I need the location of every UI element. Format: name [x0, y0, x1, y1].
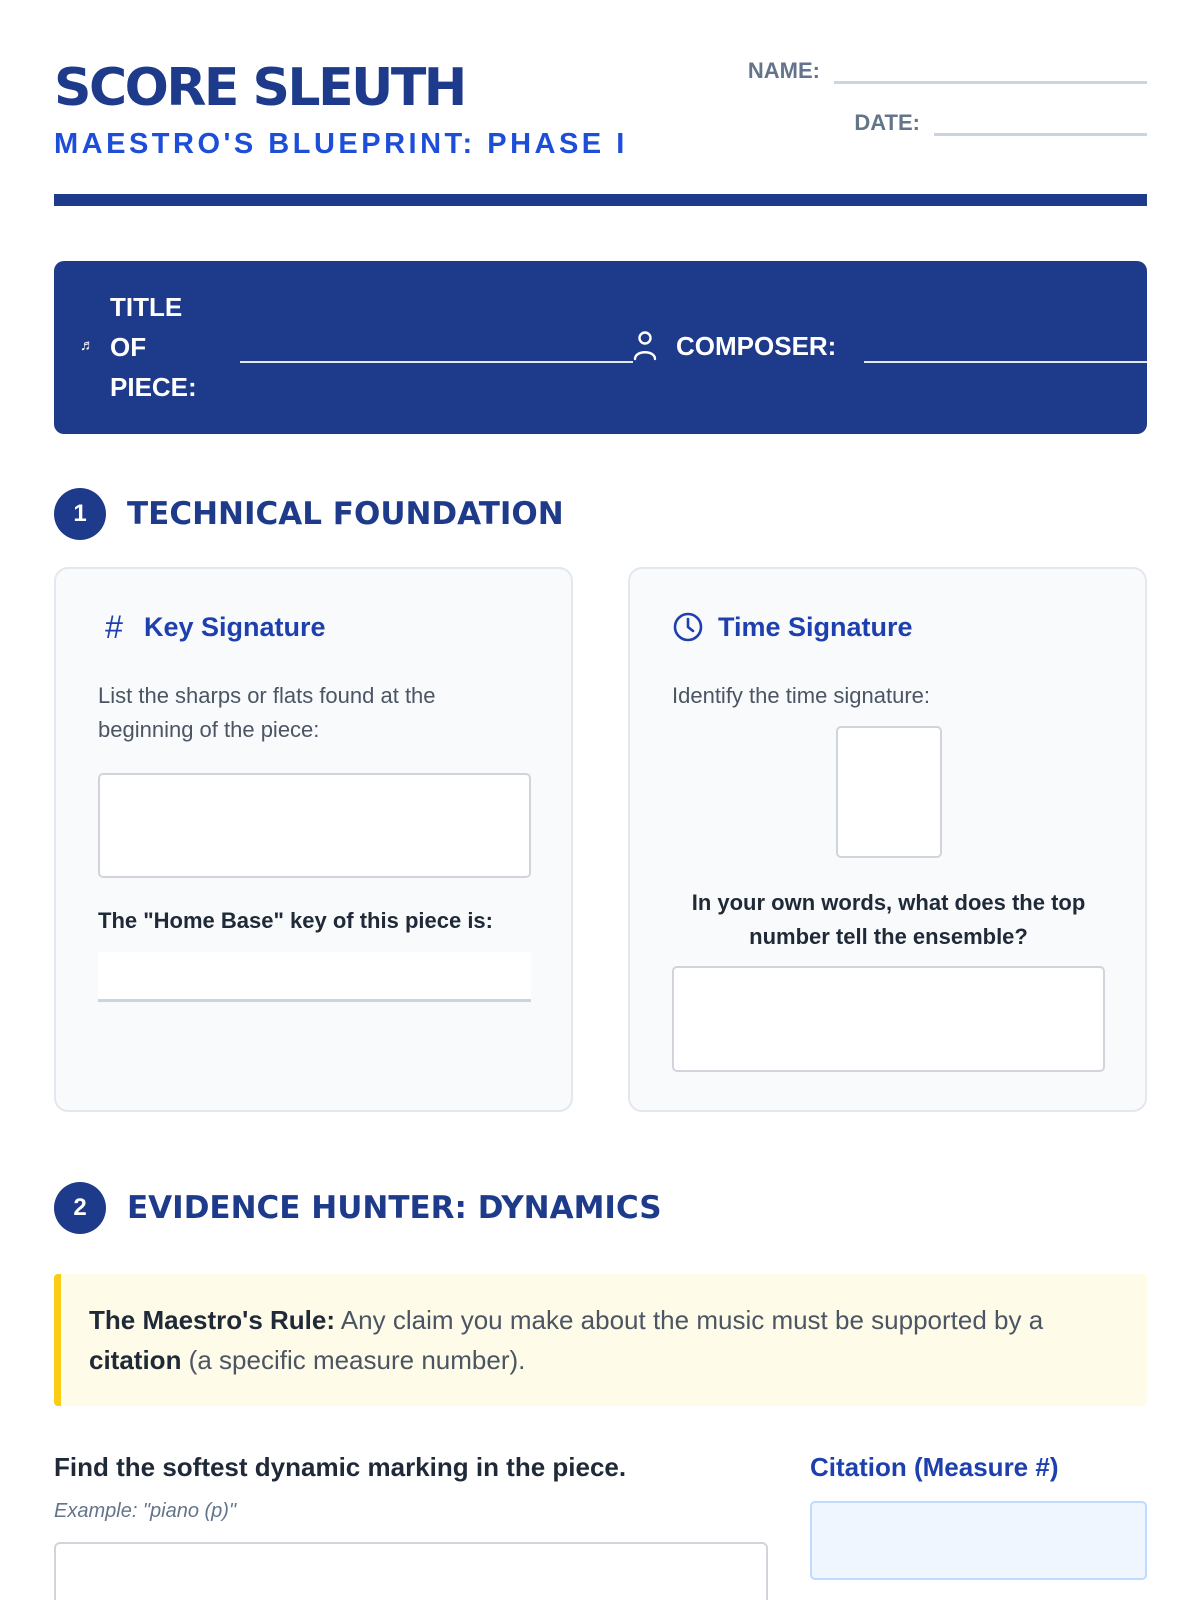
name-row	[748, 58, 1147, 84]
time-signature-card	[628, 567, 1147, 1112]
maestro-rule-lead: The Maestro's Rule:	[89, 1305, 336, 1335]
softest-dynamic-input[interactable]	[54, 1542, 768, 1600]
softest-dynamic-question: Find the softest dynamic marking in the piece.	[54, 1452, 627, 1482]
key-signature-title: Key Signature	[144, 611, 326, 642]
section-2-title: EVIDENCE HUNTER: DYNAMICS	[127, 1190, 662, 1226]
citation-label: Citation (Measure #)	[810, 1452, 1059, 1482]
softest-dynamic-example: Example: "piano (p)"	[54, 1500, 237, 1522]
section-1-title: TECHNICAL FOUNDATION	[127, 496, 564, 532]
citation-input[interactable]	[810, 1501, 1147, 1580]
date-label: DATE:	[854, 110, 920, 135]
maestro-rule-text	[89, 1300, 1129, 1380]
key-signature-card	[54, 567, 573, 1112]
music-note-icon: ♬	[80, 337, 95, 354]
time-signature-title: Time Signature	[718, 611, 913, 642]
section-1-badge: 1	[54, 488, 106, 540]
time-signature-heading	[672, 611, 913, 643]
clock-icon	[672, 611, 704, 643]
maestro-rule-body: Any claim you make about the music must be supported by a	[335, 1305, 1044, 1335]
composer-field[interactable]	[864, 361, 1147, 363]
time-signature-instruction: Identify the time signature:	[672, 683, 931, 708]
title-of-piece-field[interactable]	[240, 361, 633, 363]
section-2-header	[54, 1182, 662, 1234]
date-row	[854, 110, 1147, 136]
person-icon	[632, 329, 658, 363]
key-signature-instruction: List the sharps or flats found at the beginning of the piece:	[98, 683, 436, 742]
time-signature-input[interactable]	[836, 726, 942, 858]
home-base-input[interactable]	[98, 952, 531, 1002]
name-label: NAME:	[747, 58, 820, 83]
section-2-badge: 2	[54, 1182, 106, 1234]
sharps-flats-input[interactable]	[98, 773, 531, 878]
worksheet-subtitle: MAESTRO'S BLUEPRINT: PHASE I	[54, 128, 628, 160]
home-base-prompt: The "Home Base" key of this piece is:	[98, 908, 493, 933]
section-1-header	[54, 488, 564, 540]
top-number-prompt: In your own words, what does the top number tell the ensemble?	[691, 890, 1086, 949]
name-field[interactable]	[834, 58, 1147, 84]
worksheet-title: SCORE SLEUTH	[54, 58, 465, 118]
top-number-input[interactable]	[672, 966, 1105, 1072]
header-divider	[54, 194, 1147, 206]
date-field[interactable]	[934, 110, 1147, 136]
maestro-rule-callout	[54, 1274, 1147, 1406]
composer-label: COMPOSER:	[676, 331, 837, 361]
worksheet-header	[54, 58, 1147, 208]
key-signature-heading	[98, 608, 326, 645]
hash-icon: #	[105, 608, 123, 645]
piece-info-banner	[54, 261, 1147, 434]
maestro-rule-tail: (a specific measure number).	[181, 1345, 526, 1375]
title-of-piece-label: TITLE OF PIECE:	[110, 292, 197, 402]
maestro-rule-keyword: citation	[89, 1345, 182, 1375]
